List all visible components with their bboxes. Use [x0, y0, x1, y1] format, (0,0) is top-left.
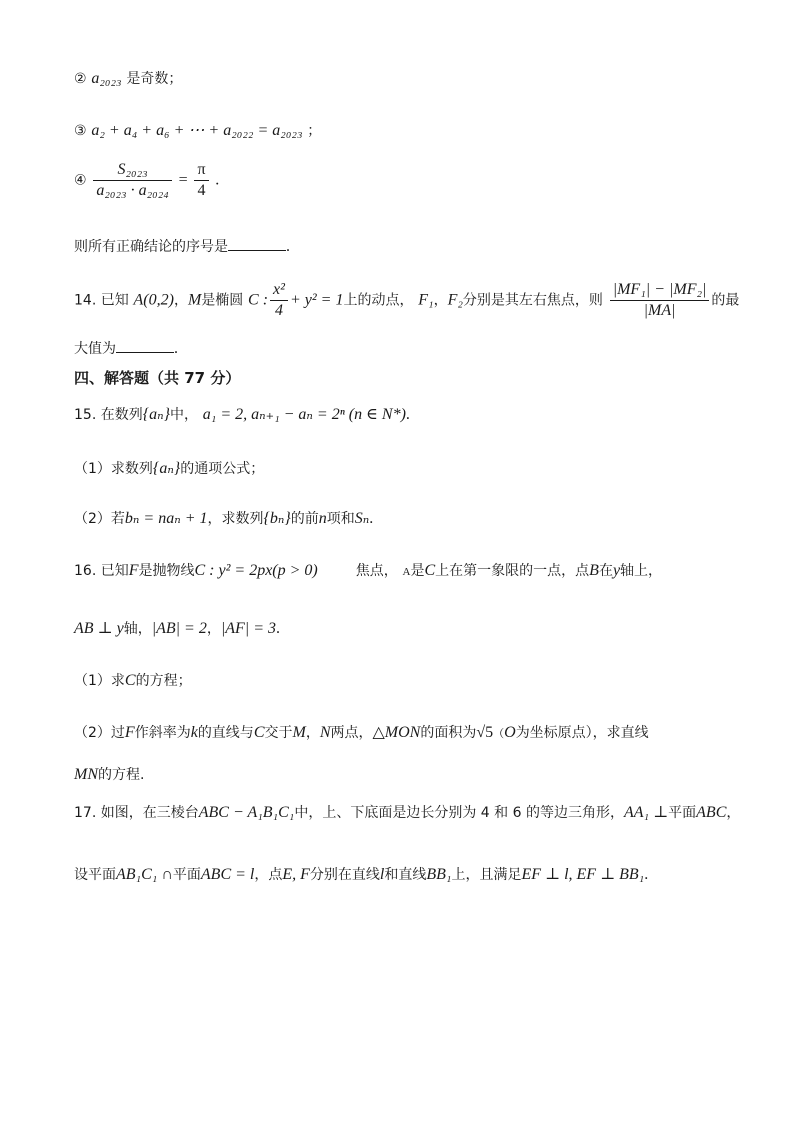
q14-comma-1: ，: [173, 292, 188, 309]
q16-part-2: [74, 722, 649, 744]
q15-p2-tail: .: [369, 510, 374, 527]
q16-stem-1: [74, 560, 662, 582]
q13-answer-line: [74, 236, 290, 257]
q16-p2-f: F: [124, 724, 135, 741]
q17-aa1: AA₁ ⊥: [623, 804, 669, 821]
q15-p1-label: （1）求数列: [74, 461, 153, 477]
q14-point-a: A(0,2): [133, 291, 174, 309]
q14-line-2: [74, 338, 178, 359]
q13-answer-tail: .: [286, 238, 290, 255]
choice-3: [74, 120, 321, 141]
q14-line-1: [74, 280, 739, 321]
q16-p1-label: （1）求: [74, 673, 125, 689]
q16-p2-mn: MN: [74, 766, 98, 783]
q14-label: 14. 已知: [74, 292, 129, 309]
q14-m: M: [187, 291, 202, 309]
q15-p2-seq: {bₙ}: [263, 510, 291, 527]
q16-parabola: C : y² = 2px(p > 0): [194, 562, 318, 579]
q16-p2-m: M: [292, 724, 306, 741]
q14-text-foci: 分别是其左右焦点，则: [462, 292, 603, 309]
q15-stem: [74, 404, 410, 425]
q16-l2-expr-3: |AF| = 3: [220, 620, 276, 637]
q14-ratio-num: |MF₁| − |MF₂|: [610, 280, 710, 301]
q17-l2-text-4: 和直线: [384, 867, 427, 883]
choice-2-expr: a₂₀₂₃: [91, 70, 122, 87]
q14-ellipse-den: 4: [275, 302, 283, 319]
section-4-heading: [74, 368, 240, 388]
q17-l2-l: l: [379, 866, 385, 883]
q14-text-ellipse: 是椭圆: [201, 292, 244, 309]
choice-4-fraction: [93, 160, 172, 201]
q16-text-2: 焦点，: [355, 563, 398, 579]
q15-p1-seq: {aₙ}: [152, 460, 181, 477]
q17-stem-2: [74, 864, 648, 885]
q16-text-5: 在: [598, 563, 613, 579]
q16-p2-text-7: （: [493, 727, 505, 740]
q16-l2-expr-2: |AB| = 2: [151, 620, 207, 637]
choice-4-pi: π: [194, 160, 208, 181]
choice-4-marker: ④: [74, 172, 87, 189]
q17-l2-text-3: 分别在直线: [309, 867, 380, 883]
q16-p2-line2-text: 的方程.: [98, 767, 145, 783]
q16-l2-tail: .: [275, 620, 280, 637]
q14-text-moving: 上的动点，: [343, 292, 414, 309]
q17-frustum: ABC − A₁B₁C₁: [198, 804, 295, 821]
q16-text-6: 轴上，: [620, 563, 663, 579]
q16-p1-text: 的方程；: [135, 673, 192, 689]
q16-p2-n: N: [319, 724, 331, 741]
q15-p2-n: n: [318, 510, 327, 527]
q16-p2-text-2: 的直线与: [197, 725, 254, 741]
q16-p2-text-1: 作斜率为: [134, 725, 191, 741]
q15-p2-expr: bₙ = naₙ + 1: [124, 510, 208, 527]
q14-ratio-fraction: [610, 280, 710, 321]
q15-label: 15. 在数列: [74, 407, 143, 423]
q13-answer-blank[interactable]: [228, 236, 286, 251]
q15-part-1: [74, 458, 264, 479]
section-4-title: 四、解答题（共 77 分）: [74, 369, 241, 387]
q16-c: C: [424, 562, 436, 579]
q16-l2-text-1: 轴，: [123, 621, 152, 637]
q15-p2-text-1: ，求数列: [207, 511, 264, 527]
choice-4-four: 4: [197, 182, 206, 199]
q14-answer-blank[interactable]: [116, 338, 174, 353]
q16-b: B: [589, 562, 599, 579]
q16-p2-sqrt: √5: [476, 724, 494, 741]
q16-p2-text-3: 交于: [264, 725, 293, 741]
q15-part-2: [74, 508, 373, 529]
q16-p1-c: C: [124, 672, 136, 689]
choice-2: [74, 68, 182, 89]
q16-p2-triangle: △MON: [372, 724, 421, 741]
q14-ellipse-fraction: [270, 280, 288, 321]
q14-ellipse-tail: + y² = 1: [289, 291, 344, 309]
q17-l2-condition: EF ⊥ l, EF ⊥ BB₁: [521, 866, 645, 883]
q15-p2-s: Sₙ: [354, 510, 370, 527]
q17-l2-ef: E, F: [282, 866, 310, 883]
q15-p2-text-3: 项和: [326, 511, 355, 527]
choice-4-pi-fraction: [194, 160, 208, 201]
q15-condition: a₁ = 2, aₙ₊₁ − aₙ = 2ⁿ (n ∈ N*): [202, 406, 406, 423]
choice-3-tail: ；: [307, 123, 322, 139]
q16-part-2-cont: [74, 764, 144, 785]
q16-text-4: 上在第一象限的一点，点: [435, 563, 590, 579]
q15-p2-label: （2）若: [74, 511, 125, 527]
q17-abc: ABC: [696, 804, 727, 821]
q17-label: 17. 如图，在三棱台: [74, 805, 199, 821]
q15-seq: {aₙ}: [142, 406, 170, 423]
q14-f1: F₁: [418, 291, 434, 309]
q14-tail: .: [174, 340, 178, 357]
q17-l2-tail: .: [644, 866, 649, 883]
q17-l2-expr: ABC = l: [200, 866, 255, 883]
q14-comma-2: ，: [433, 292, 448, 309]
q17-stem-1: [74, 802, 740, 823]
q17-text-2: 平面: [668, 805, 697, 821]
q17-l2-text-2: ，点: [254, 867, 283, 883]
q14-ellipse-num: x²: [270, 280, 288, 301]
q16-part-1: [74, 670, 192, 691]
q14-line2-text: 大值为: [74, 341, 116, 357]
q16-p2-label: （2）过: [74, 725, 125, 741]
q13-answer-text: 则所有正确结论的序号是: [74, 239, 228, 255]
q16-l2-text-2: ，: [206, 621, 221, 637]
q16-p2-text-5: 两点，: [330, 725, 373, 741]
q15-p1-text: 的通项公式；: [180, 461, 265, 477]
choice-4-numerator: S₂₀₂₃: [93, 160, 172, 181]
q16-p2-c: C: [253, 724, 265, 741]
q17-l2-label: 设平面: [74, 867, 116, 883]
q16-a: A: [402, 566, 411, 578]
q15-p2-text-2: 的前: [290, 511, 319, 527]
q17-text-1: 中，上、下底面是边长分别为 4 和 6 的等边三角形，: [294, 805, 624, 821]
q16-p2-text-6: 的面积为: [420, 725, 477, 741]
choice-2-marker: ②: [74, 71, 87, 87]
q15-text-in: 中，: [170, 407, 198, 423]
q17-l2-plane: AB₁C₁ ∩: [116, 866, 173, 883]
q16-text-3: 是: [410, 563, 425, 579]
choice-4-equals: =: [178, 171, 188, 189]
q16-text-1: 是抛物线: [138, 563, 195, 579]
choice-3-expr: a₂ + a₄ + a₆ + ⋯ + a₂₀₂₂ = a₂₀₂₃: [91, 122, 303, 139]
choice-2-text: 是奇数；: [126, 71, 183, 87]
q14-f2: F₂: [447, 291, 463, 309]
choice-4-denominator: a₂₀₂₃ · a₂₀₂₄: [96, 182, 169, 199]
q16-p2-k: k: [190, 724, 198, 741]
q17-l2-text-5: 上，且满足: [451, 867, 522, 883]
q16-y: y: [612, 562, 621, 579]
q14-ratio-den: |MA|: [643, 302, 676, 319]
choice-3-marker: ③: [74, 123, 87, 139]
q16-stem-2: [74, 618, 280, 639]
q14-ellipse-c: C :: [248, 291, 269, 309]
q16-p2-text-8: 为坐标原点），求直线: [515, 725, 649, 741]
q14-text-max: 的最: [711, 292, 740, 309]
choice-4-tail: .: [215, 171, 220, 189]
choice-4: [74, 160, 219, 201]
q16-f: F: [128, 562, 139, 579]
q16-p2-o: O: [504, 724, 516, 741]
q17-l2-bb1: BB₁: [426, 866, 452, 883]
q17-l2-text-1: 平面: [172, 867, 201, 883]
q15-tail: .: [405, 406, 410, 423]
q16-label: 16. 已知: [74, 563, 129, 579]
q16-p2-text-4: ，: [305, 725, 320, 741]
q16-l2-expr-1: AB ⊥ y: [74, 620, 124, 637]
q17-text-3: ，: [726, 805, 741, 821]
